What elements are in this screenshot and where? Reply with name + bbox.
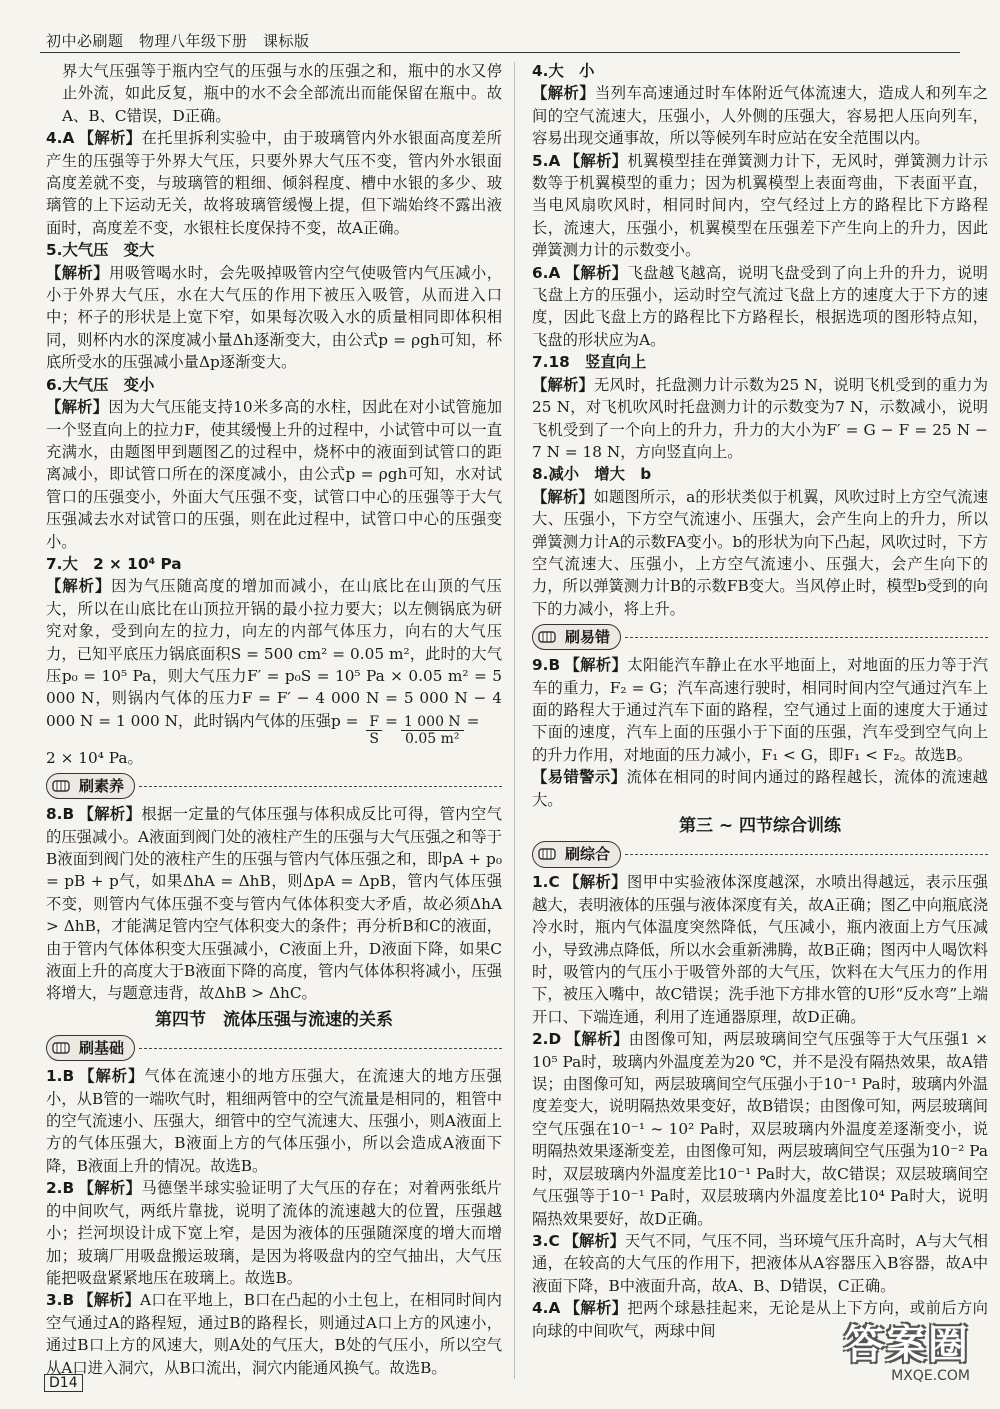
banner-label: 刷综合 — [565, 845, 611, 864]
banner-zonghe — [532, 839, 988, 869]
item-answer: 大气压 变大 — [62, 241, 155, 260]
item-text: 太阳能汽车静止在水平地面上，对地面的压力等于汽车的重力，F₂ = G；汽车高速行驶时，相同时间内空气通过汽车上面的路程大于通过汽车下面的路程，空气通过上面的速度大于通过下面的速度，汽车上面的压强小于下面的压强，汽车受到空气向上的升力作用，对地面的压力减小，F₁ < G，即F₁ < F₂。故选B。 — [532, 656, 988, 764]
answer-r7 — [532, 351, 988, 463]
item-number: 4. — [532, 1299, 549, 1318]
item-answer: B — [548, 656, 561, 675]
item-answer: A — [548, 263, 561, 282]
page-header: 初中必刷题 物理八年级下册 课标版 — [46, 32, 310, 50]
answer-z3 — [532, 1230, 988, 1297]
section-title-4: 第四节 流体压强与流速的关系 — [155, 1009, 393, 1030]
analysis-tag: 【解析】 — [78, 1067, 145, 1086]
item-answer: 减小 增大 b — [548, 465, 652, 484]
banner-badge — [532, 841, 621, 867]
item-text-tail: 2 × 10⁴ Pa。 — [46, 748, 143, 767]
fraction-f-over-s: $\frac{F}{S}$ — [366, 714, 382, 747]
item-answer: C — [548, 1231, 560, 1250]
item-number: 9. — [532, 656, 549, 675]
item-number: 5. — [532, 151, 549, 170]
analysis-tag: 【解析】 — [532, 84, 595, 103]
item-answer: B — [62, 1291, 75, 1310]
item-number: 1. — [532, 873, 549, 892]
analysis-tag: 【解析】 — [532, 375, 594, 394]
banner-label: 刷易错 — [565, 627, 611, 646]
item-number: 1. — [46, 1067, 63, 1086]
banner-line — [625, 637, 988, 638]
answer-b1 — [46, 1065, 502, 1177]
item-text: 因为气压随高度的增加而减小，在山底比在山顶的气压大，所以在山底比在山顶拉开锅的最小拉力要大；以左侧锅底为研究对象，受到向左的拉力，向左的内部气体压力，向右的大气压力，已知平底压力锅底面积S = 500 cm² = 0.05 m²，此时的大气压p₀ = 10⁵ Pa，则大气压力F′ = p₀S = 10⁵ Pa × 0.05 m² = 5 000 N，则锅内气体的压力F = F′ − 4 000 N = 5 000 N − 4 000 N = 1 000 N，此时锅内气体的压强p = — [46, 577, 502, 730]
analysis-tag: 【解析】 — [46, 577, 112, 596]
answer-r5 — [532, 150, 988, 262]
item-number: 6. — [46, 375, 63, 394]
item-text: 如题图所示，a的形状类似于机翼，风吹过时上方空气流速大、压强小，下方空气流速小、压强大，会产生向上的升力，所以弹簧测力计A的示数FA变小。b的形状为向下凸起，风吹过时，下方空气流速大、压强小，上方空气流速小、压强大，会产生向下的力，所以弹簧测力计B的示数FB变大。当风停止时，模型b受到的向下的力减小，将上升。 — [532, 487, 988, 618]
banner-label: 刷基础 — [79, 1039, 125, 1058]
item-answer: 18 竖直向上 — [548, 353, 647, 372]
item-text: 马德堡半球实验证明了大气压的存在；对着两张纸片的中间吹气，两纸片靠拢，说明了流体的流速越大的位置，压强越小；拦河坝设计成下宽上窄，是因为液体的压强随深度的增大而增加；玻璃厂用吸盘搬运玻璃，是因为将吸盘内的空气抽出，大气压能把吸盘紧紧地压在玻璃上。故选B。 — [46, 1179, 502, 1287]
item-text: 气体在流速小的地方压强大，在流速大的地方压强小，从B管的一端吹气时，粗细两管中的空气流量是相同的，粗管中的空气流速小、压强大，细管中的空气流速大、压强小，则A液面上方的气体压强大，B液面上方的气体压强小，所以会造成A液面下降，B液面上升的情况。故选B。 — [46, 1067, 502, 1175]
analysis-tag: 【解析】 — [78, 129, 142, 148]
answer-6 — [46, 374, 502, 553]
banner-badge — [46, 773, 135, 799]
item-number: 4. — [46, 129, 63, 148]
item-number: 4. — [532, 62, 549, 80]
item-answer: C — [548, 873, 560, 892]
analysis-tag: 【解析】 — [565, 1030, 629, 1049]
answer-8 — [46, 803, 502, 1005]
header-rule — [40, 52, 960, 53]
item-answer: A — [548, 151, 561, 170]
banner-label: 刷素养 — [79, 776, 125, 795]
item-answer: 大 小 — [548, 62, 595, 80]
analysis-tag: 【解析】 — [78, 1291, 141, 1310]
equals-sign: = — [466, 711, 480, 730]
item-number: 3. — [46, 1291, 63, 1310]
analysis-tag: 【解析】 — [46, 398, 109, 417]
item-number: 7. — [46, 554, 63, 573]
section-title-34: 第三 ~ 四节综合训练 — [678, 816, 842, 836]
item-answer: 大 2 × 10⁴ Pa — [62, 554, 182, 573]
banner-jichu — [46, 1033, 502, 1063]
banner-yicuo — [532, 622, 988, 652]
banner-suyang — [46, 771, 502, 801]
brush-icon — [51, 1039, 73, 1057]
item-number: 7. — [532, 353, 549, 372]
answer-r9 — [532, 654, 988, 766]
item-text: A口在平地上，B口在凸起的小土包上，在相同时间内空气通过A的路程短，通过B的路程长，则通过A口上方的风速小，通过B口上方的风速大，则A处的气压大，B处的气压小，所以空气从A口进入洞穴，从B口流出，洞穴内能通风换气。故选B。 — [46, 1291, 502, 1377]
analysis-tag: 【解析】 — [46, 263, 109, 282]
analysis-tag: 【解析】 — [564, 1299, 628, 1318]
brush-icon — [537, 628, 559, 646]
answer-b2 — [46, 1177, 502, 1289]
analysis-tag: 【解析】 — [564, 151, 628, 170]
item-answer: 大气压 变小 — [62, 375, 155, 394]
item-answer: A — [62, 129, 75, 148]
item-number: 5. — [46, 241, 63, 260]
item-text: 根据一定量的气体压强与体积成反比可得，管内空气的压强减小。A液面到阀门处的液柱产生的压强与大气压强之和等于B液面到阀门处的液柱产生的压强与管内气体压强之和，即pA + p₀ = pB + p气，如果ΔhA = ΔhB，则ΔpA = ΔpB，管内气体压强不变，则管内气体压强不变与管内气体体积变大矛盾，故必须ΔhA > ΔhB，才能满足管内空气体积变大的条件；再分析B和C的液面，由于管内气体体积变大压强减小，C液面上升，D液面下降，如果C液面上升的高度大于B液面下降的高度，管内气体体积将减小，压强将增大，与题意违背，故ΔhB > ΔhC。 — [46, 805, 502, 1003]
item-number: 2. — [532, 1030, 549, 1049]
item-text: 飞盘越飞越高，说明飞盘受到了向上升的升力，说明飞盘上方的压强小，运动时空气流过飞盘上方的速度大于下方的速度，因此飞盘上方的路程比下方路程长，根据选项的图形特点知，飞盘的形状应为A。 — [532, 263, 988, 349]
answer-7 — [46, 553, 502, 769]
analysis-tag: 【解析】 — [563, 1231, 625, 1250]
item-answer: A — [548, 1299, 561, 1318]
banner-badge — [46, 1035, 135, 1061]
item-text: 当列车高速通过时车体附近气体流速大，造成人和列车之间的空气流速大，压强小，人外侧的压强大，容易把人压向列车，容易出现交通事故，所以等候列车时应站在安全范围以内。 — [532, 84, 988, 148]
item-number: 8. — [46, 805, 63, 824]
item-text: 用吸管喝水时，会先吸掉吸管内空气使吸管内气压减小，小于外界大气压，水在大气压的作用下被压入吸管，从而进入口中；杯子的形状是上宽下窄，如果每次吸入水的质量相同即体积相同，则杯内水的深度减小量Δh逐渐变大，由公式p = ρgh可知，杯底所受水的压强减小量Δp逐渐变大。 — [46, 263, 502, 372]
fraction-values: $\frac{1 000 N}{\text{0.05 m²}}$ — [401, 714, 464, 747]
watermark — [800, 1322, 970, 1402]
left-column — [46, 60, 502, 1379]
analysis-tag: 【解析】 — [78, 1179, 142, 1198]
item-number: 6. — [532, 263, 549, 282]
continued-text: 界大气压强等于瓶内空气的压强与水的压强之和，瓶中的水又停止外流，如此反复，瓶中的水不会全部流出而能保留在瓶中。故A、B、C错误，D正确。 — [62, 62, 502, 125]
item-number: 2. — [46, 1179, 63, 1198]
answer-b3 — [46, 1289, 502, 1379]
item-text: 天气不同，气压不同，当环境气压升高时，A与大气相通，在较高的大气压的作用下，把液体从A容器压入B容器，故A中液面下降，B中液面升高，故A、B、D错误，C正确。 — [532, 1231, 988, 1295]
analysis-tag: 【解析】 — [564, 263, 628, 282]
analysis-tag: 【解析】 — [532, 487, 594, 506]
item-text: 无风时，托盘测力计示数为25 N，说明飞机受到的重力为25 N，对飞机吹风时托盘测力计的示数变为7 N，示数减小，说明飞机受到了一个向上的升力，升力的大小为F′ = G − F = 25 N − 7 N = 18 N，方向竖直向上。 — [532, 375, 988, 461]
column-divider — [514, 62, 515, 1379]
analysis-tag: 【解析】 — [564, 656, 628, 675]
item-answer: B — [62, 1067, 75, 1086]
item-text: 图甲中实验液体深度越深，水喷出得越远，表示压强越大，表明液体的压强与液体深度有关，故A正确；图乙中向瓶底浇冷水时，瓶内气体温度突然降低，气压减小，瓶内液面上方气压减小，导致沸点降低，所以水会重新沸腾，故B正确；图丙中人喝饮料时，吸管内的气压小于吸管外部的大气压，饮料在大气压力的作用下，被压入嘴中，故C错误；洗手池下方排水管的U形“反水弯”上端开口、下端连通，利用了连通器原理，故D正确。 — [532, 873, 988, 1026]
watermark-logo: 答案圈 — [844, 1322, 970, 1368]
item-number: 8. — [532, 465, 549, 484]
brush-icon — [51, 777, 73, 795]
item-answer: D — [548, 1030, 562, 1049]
brush-icon — [537, 845, 559, 863]
warning-text: 流体在相同的时间内通过的路程越长，流体的流速越大。 — [532, 768, 988, 809]
watermark-url: MXQE.COM — [891, 1368, 970, 1384]
banner-badge — [532, 624, 621, 650]
answer-r8 — [532, 463, 988, 620]
answer-5 — [46, 239, 502, 373]
item-text: 机翼模型挂在弹簧测力计下，无风时，弹簧测力计示数等于机翼模型的重力；因为机翼模型上表面弯曲，下表面平直，当电风扇吹风时，相同时间内，空气经过上方的路程比下方路程长，流速大，压强小，机翼模型在压强差下产生向上的升力，因此弹簧测力计的示数变小。 — [532, 151, 988, 260]
answer-r4 — [532, 60, 988, 150]
item-number: 3. — [532, 1231, 549, 1250]
banner-line — [139, 1048, 502, 1049]
banner-line — [625, 854, 988, 855]
item-text: 由图像可知，两层玻璃间空气压强等于大气压强1 × 10⁵ Pa时，玻璃内外温度差为20 ℃，并不是没有隔热效果，故A错误；由图像可知，两层玻璃间空气压强小于10⁻¹ Pa时，玻璃内外温度差变大，说明隔热效果变好，故B错误；由图像可知，两层玻璃间空气压强在10⁻¹ ~ 10² Pa时，双层玻璃内外温度差逐渐变小，说明隔热效果逐渐变差，由图像可知，两层玻璃间空气压强为10⁻² Pa时，双层玻璃内外温度差比10⁻¹ Pa时大，故C错误；双层玻璃间空气压强等于10⁻¹ Pa时，双层玻璃内外温度差比10⁴ Pa时大，说明隔热效果要好，故D正确。 — [532, 1030, 988, 1228]
answer-z2 — [532, 1028, 988, 1230]
analysis-tag: 【解析】 — [563, 873, 627, 892]
item-text: 把两个球悬挂起来，无论是从上下方向，或前后方向向球的中间吹气，两球中间 — [532, 1299, 988, 1340]
banner-line — [139, 786, 502, 787]
answer-r6 — [532, 262, 988, 352]
answer-4 — [46, 127, 502, 239]
right-column — [532, 60, 988, 1342]
analysis-tag: 【解析】 — [78, 805, 142, 824]
answer-z1 — [532, 871, 988, 1028]
item-text: 在托里拆利实验中，由于玻璃管内外水银面高度差所产生的压强等于外界大气压，只要外界大气压不变，管内外水银面高度差就不变，与玻璃管的粗细、倾斜程度、槽中水银的多少、玻璃管的上下运动无关，故将玻璃管缓慢上提，但下端始终不露出液面时，高度差不变，水银柱长度保持不变，故A正确。 — [46, 129, 502, 237]
page-number: D14 — [44, 1374, 83, 1392]
item-text: 因为大气压能支持10米多高的水柱，因此在对小试管施加一个竖直向上的拉力F，使其缓慢上升的过程中，小试管中可以一直充满水，由题图甲到题图乙的过程中，烧杯中的液面到试管口的距离减小，即试管口所在的深度减小，由公式p = ρgh可知，水对试管口的压强变小，外面大气压强不变，试管口中心的压强等于大气压强减去水对试管口的压强，则在此过程中，试管口中心的压强变小。 — [46, 398, 502, 551]
item-answer: B — [62, 1179, 75, 1198]
warning-tag: 【易错警示】 — [532, 768, 627, 787]
warning-note — [532, 766, 988, 811]
item-answer: B — [62, 805, 75, 824]
equals-sign: = — [385, 711, 398, 730]
